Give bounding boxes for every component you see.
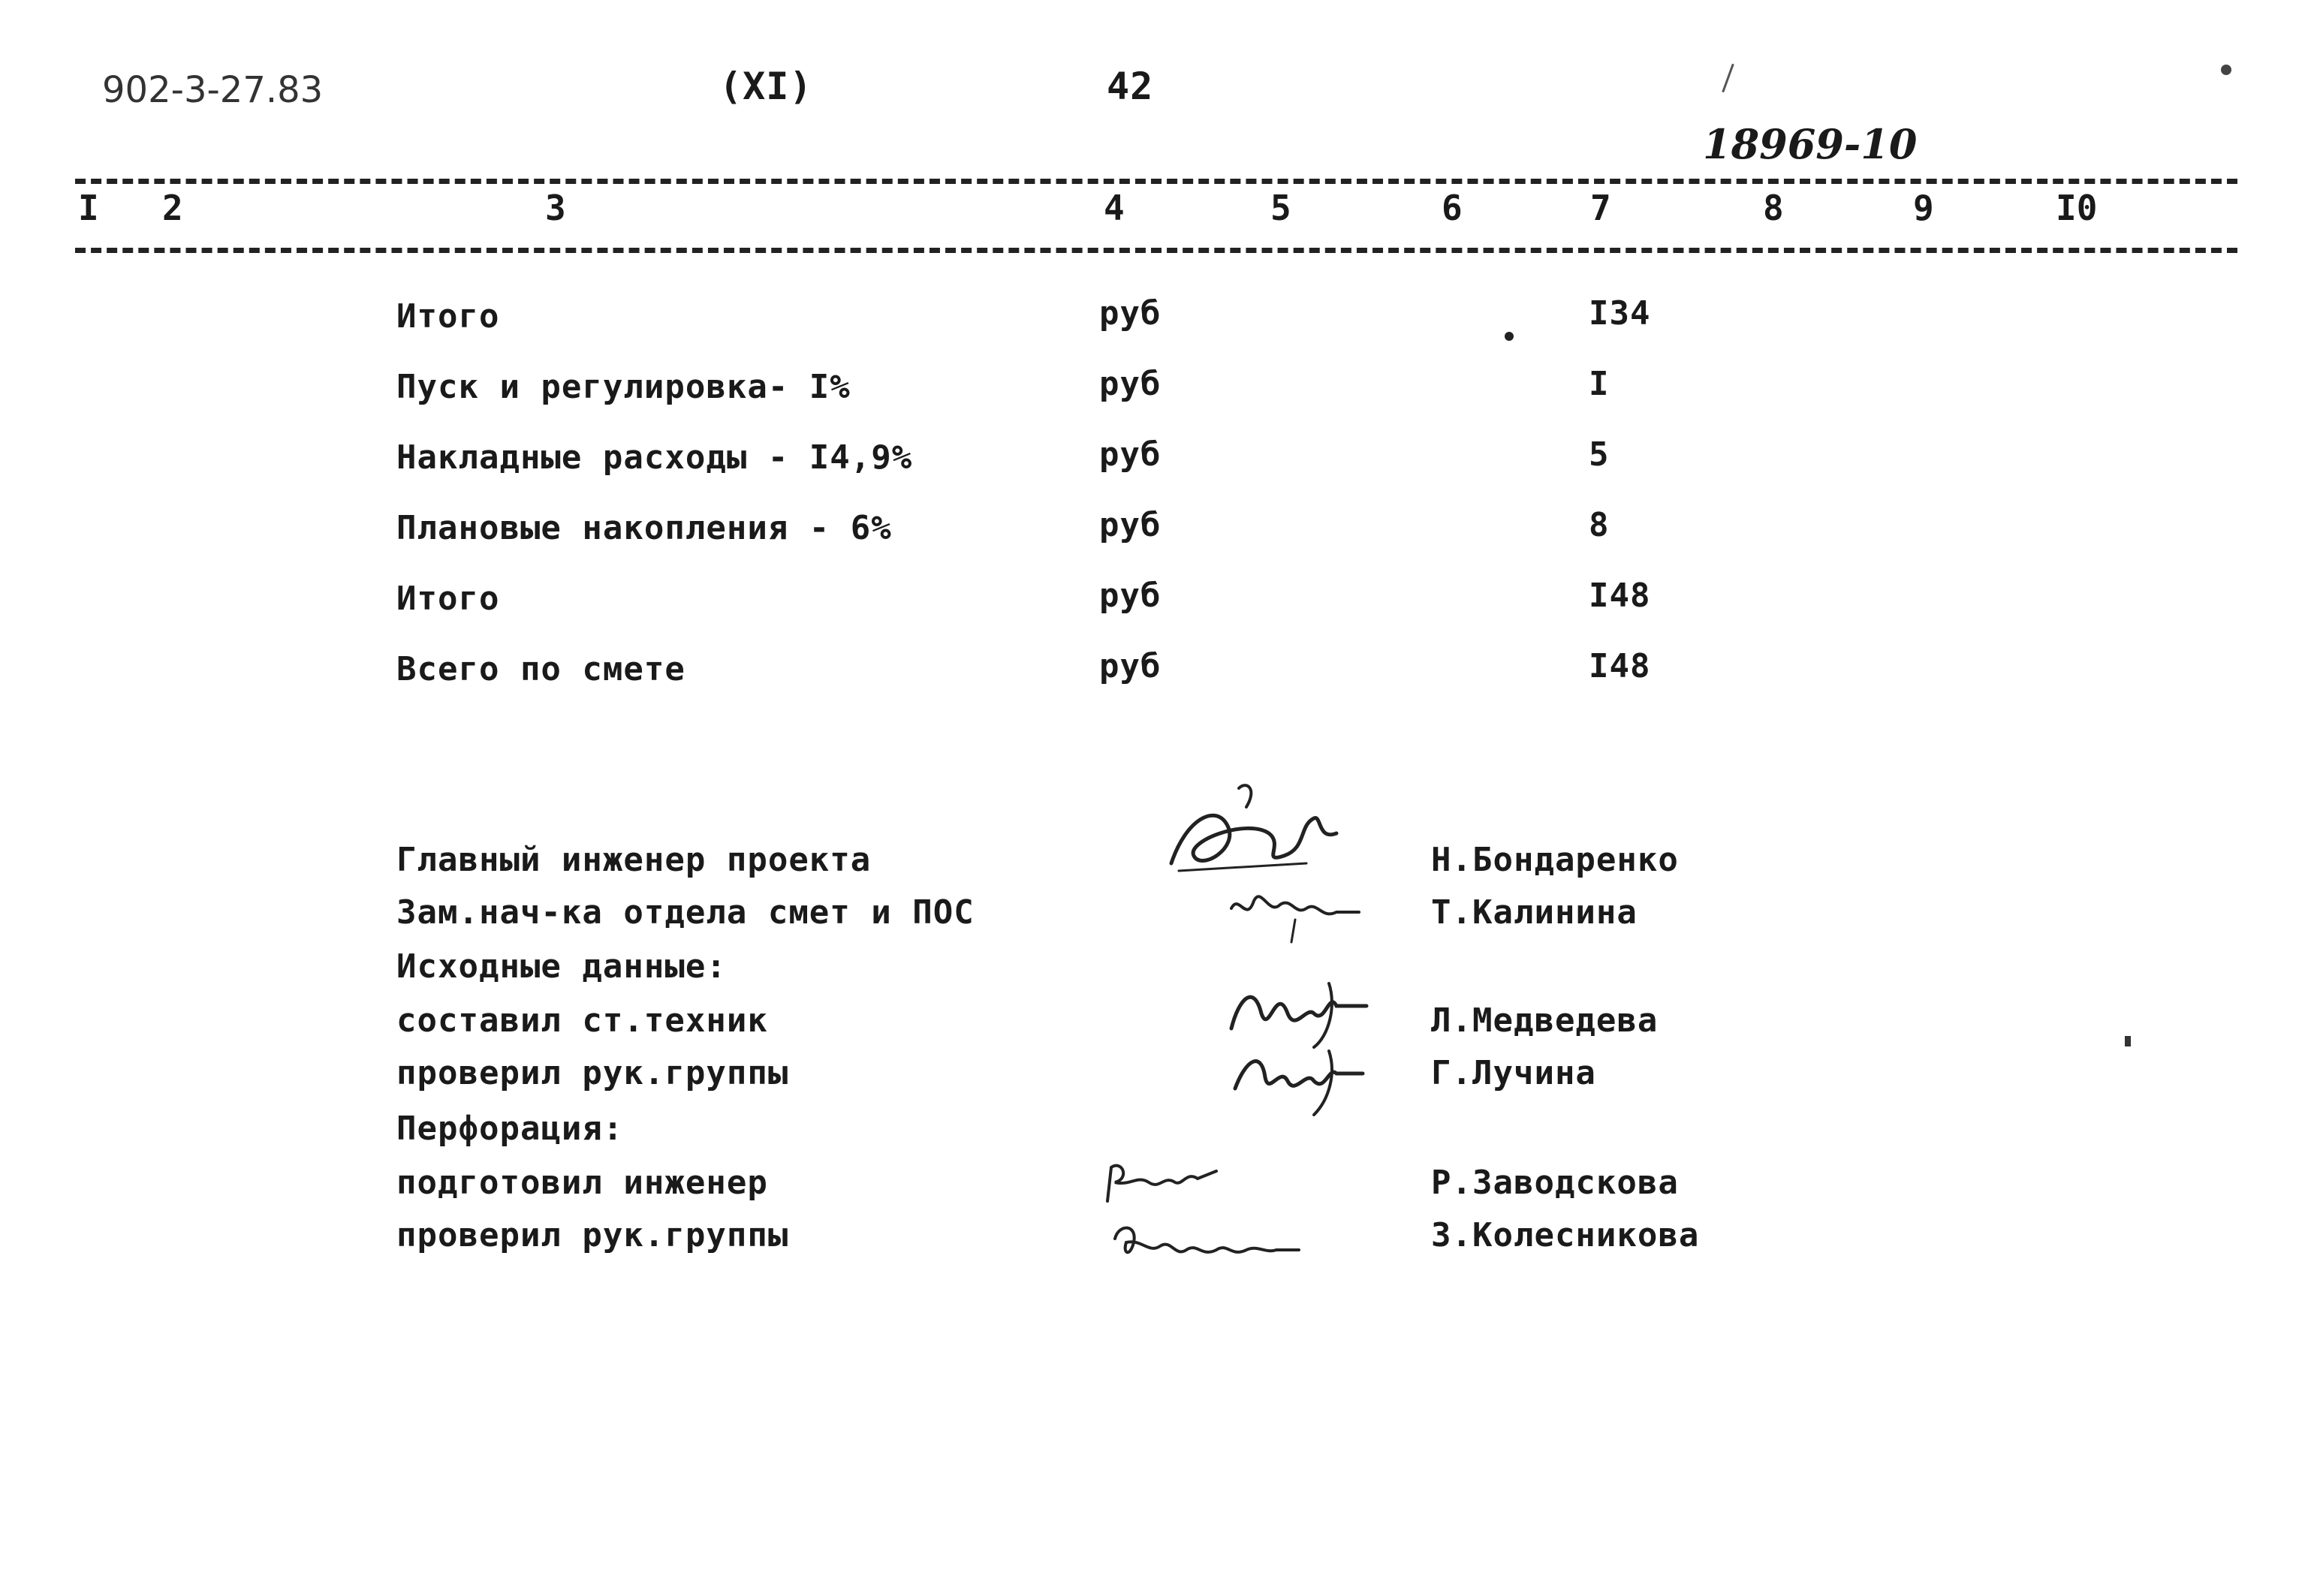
signer-name: З.Колесникова	[1431, 1216, 1700, 1254]
row-unit: руб	[1099, 435, 1162, 474]
row-value: I34	[1589, 294, 1651, 333]
signer-position: составил ст.техник	[396, 1001, 768, 1040]
signer-position: Зам.нач-ка отдела смет и ПОС	[396, 893, 975, 932]
row-unit: руб	[1099, 294, 1162, 333]
row-label: Итого	[396, 297, 500, 336]
signer-position: Главный инженер проекта	[396, 841, 872, 879]
scan-speck	[1505, 332, 1514, 341]
row-label: Итого	[396, 580, 500, 618]
scan-speck	[2221, 65, 2231, 75]
column-number-7: 7	[1590, 188, 1611, 228]
signature-kolesnikova	[1104, 1209, 1314, 1276]
row-unit: руб	[1099, 365, 1162, 403]
column-number-2: 2	[162, 188, 183, 228]
column-number-10: I0	[2056, 188, 2098, 228]
row-label: Всего по смете	[396, 650, 685, 688]
doc-code: 902-3-27.83	[102, 69, 324, 111]
section-heading: Перфорация:	[396, 1110, 624, 1148]
sheet-number: 18969-10	[1703, 120, 1918, 168]
row-value: 8	[1589, 506, 1610, 544]
row-unit: руб	[1099, 506, 1162, 544]
column-number-5: 5	[1270, 188, 1291, 228]
scan-speck	[1722, 64, 1734, 93]
row-label: Пуск и регулировка- I%	[396, 368, 851, 406]
row-unit: руб	[1099, 647, 1162, 685]
row-label: Накладные расходы - I4,9%	[396, 438, 913, 477]
row-value: 5	[1589, 435, 1610, 474]
signer-position: проверил рук.группы	[396, 1054, 789, 1092]
scan-speck	[2125, 1036, 2131, 1046]
page-number: 42	[1107, 65, 1154, 108]
signer-name: Т.Калинина	[1431, 893, 1638, 932]
signer-name: Г.Лучина	[1431, 1054, 1596, 1092]
section-heading: Исходные данные:	[396, 947, 727, 986]
row-label: Плановые накопления - 6%	[396, 509, 892, 547]
row-value: I48	[1589, 647, 1651, 685]
column-number-4: 4	[1104, 188, 1125, 228]
row-unit: руб	[1099, 577, 1162, 615]
column-number-9: 9	[1913, 188, 1934, 228]
signer-name: Л.Медведева	[1431, 1001, 1659, 1040]
column-number-3: 3	[545, 188, 566, 228]
signature-zavodskova	[1096, 1149, 1231, 1216]
column-number-1: I	[78, 188, 99, 228]
signer-position: подготовил инженер	[396, 1164, 768, 1202]
header-bottom-rule	[75, 248, 2237, 253]
row-value: I	[1589, 365, 1610, 403]
signature-kalinina	[1224, 878, 1374, 946]
signer-name: Н.Бондаренко	[1431, 841, 1679, 879]
row-value: I48	[1589, 577, 1651, 615]
header-top-rule	[75, 179, 2237, 184]
signer-position: проверил рук.группы	[396, 1216, 789, 1254]
signature-luchina	[1224, 1036, 1374, 1119]
column-number-6: 6	[1442, 188, 1463, 228]
section-number: (XI)	[719, 65, 813, 108]
column-number-8: 8	[1763, 188, 1784, 228]
signer-name: Р.Заводскова	[1431, 1164, 1679, 1202]
